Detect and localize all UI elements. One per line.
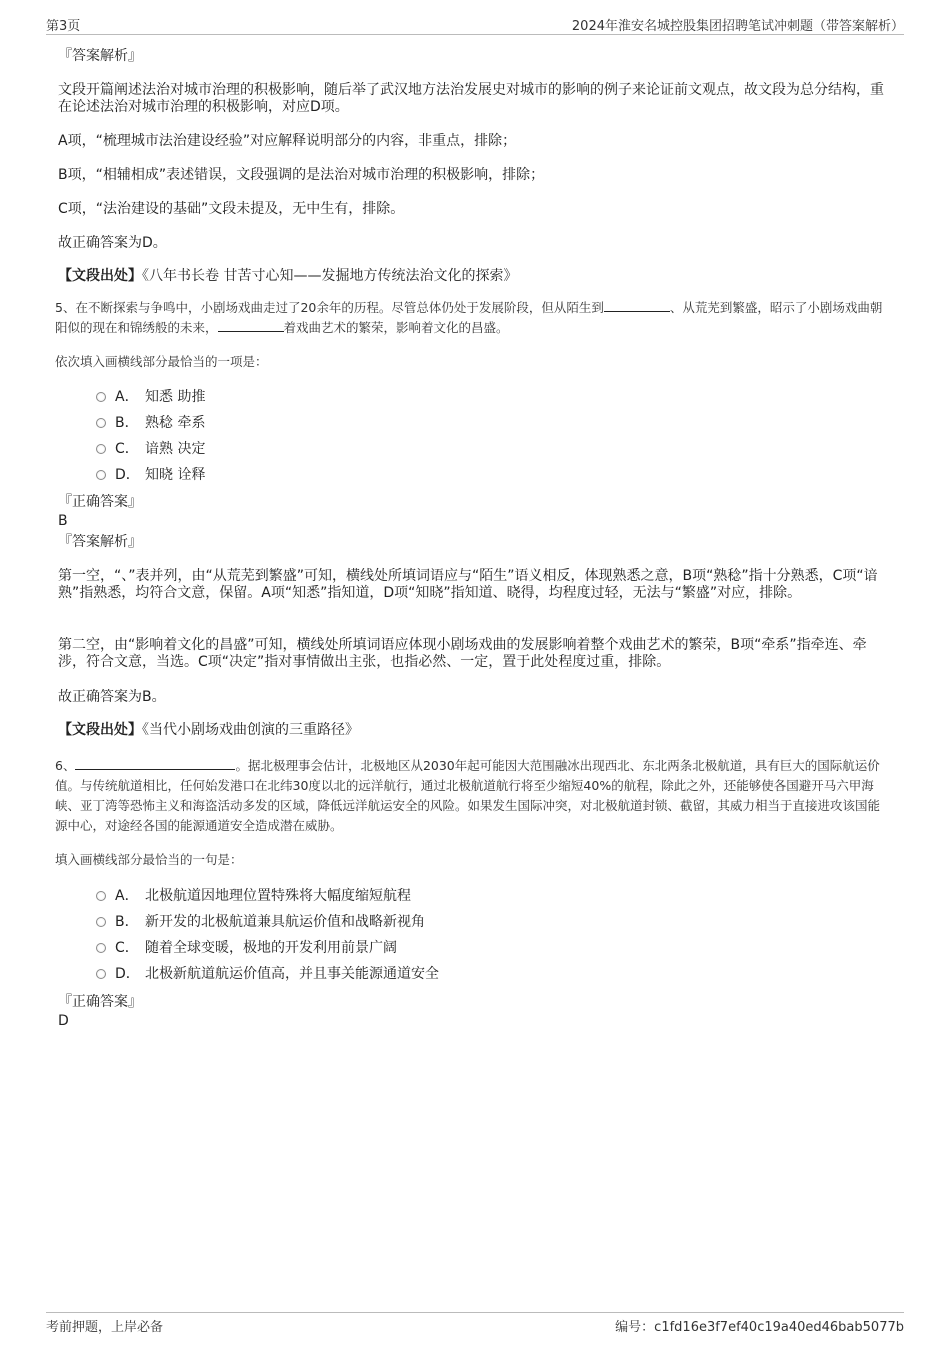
analysis-label: 『答案解析』	[58, 48, 142, 64]
option-text: 知晓 诠释	[145, 467, 206, 483]
analysis-paragraph-2: 第二空，由“影响着文化的昌盛”可知，横线处所填词语应体现小剧场戏曲的发展影响着整个戏曲艺术的繁荣，B项“牵系”指牵连、牵涉，符合文意，当选。C项“决定”指对事情做出主张，也指必然、一定，置于此处程度过重，排除。	[58, 637, 867, 670]
radio-icon[interactable]	[96, 470, 106, 480]
option-letter: C．	[115, 441, 139, 457]
document-title: 2024年淮安名城控股集团招聘笔试冲刺题（带答案解析）	[571, 19, 904, 34]
question-5-text	[55, 298, 890, 338]
option-text: 新开发的北极航道兼具航运价值和战略新视角	[145, 914, 425, 930]
source-line	[58, 722, 890, 739]
correct-answer-label: 『正确答案』	[58, 994, 142, 1010]
option-text: 北极航道因地理位置特殊将大幅度缩短航程	[145, 888, 411, 904]
footer-slogan: 考前押题，上岸必备	[46, 1320, 164, 1335]
analysis-option-b: B项，“相辅相成”表述错误，文段强调的是法治对城市治理的积极影响，排除；	[58, 167, 545, 183]
option-c[interactable]	[96, 939, 397, 957]
analysis-option-a: A项，“梳理城市法治建设经验”对应解释说明部分的内容，非重点，排除；	[58, 133, 517, 149]
fill-blank	[604, 299, 670, 312]
radio-icon[interactable]	[96, 392, 106, 402]
question-number: 5、	[55, 300, 76, 315]
question-text: 、从荒芜到繁盛，昭示了小剧场	[669, 300, 845, 315]
page-header	[46, 14, 904, 35]
option-a[interactable]	[96, 388, 205, 406]
option-text: 北极新航道航运价值高，并且事关能源通道安全	[145, 966, 439, 982]
radio-icon[interactable]	[96, 444, 106, 454]
radio-icon[interactable]	[96, 917, 106, 927]
option-letter: A．	[115, 888, 139, 904]
option-text: 熟稔 牵系	[145, 415, 206, 431]
option-letter: C．	[115, 940, 139, 956]
correct-answer: D	[58, 1013, 69, 1029]
option-b[interactable]	[96, 913, 425, 931]
question-prompt: 填入画横线部分最恰当的一句是：	[55, 852, 243, 867]
document-id: 编号：c1fd16e3f7ef40c19a40ed46bab5077b	[615, 1320, 904, 1335]
analysis-conclusion: 故正确答案为B。	[58, 689, 166, 705]
analysis-conclusion: 故正确答案为D。	[58, 235, 167, 251]
option-letter: B．	[115, 415, 139, 431]
fill-blank	[75, 757, 235, 770]
option-a[interactable]	[96, 887, 411, 905]
radio-icon[interactable]	[96, 969, 106, 979]
analysis-label: 『答案解析』	[58, 534, 142, 550]
source-label: 【文段出处】	[58, 722, 142, 738]
radio-icon[interactable]	[96, 418, 106, 428]
source-label: 【文段出处】	[58, 268, 142, 284]
question-text: 。据北极理事会估计，北极地区从2030年起可能因大范围融冰出现西北、东北两条北极航道，具有巨大的国际航运价值。与传统航道相比，任何始发港口在北纬30度以北的远洋航行，通过北极航道航行将至少缩短40%的航程，除此之外，还能够使各国避开马六甲海峡、亚丁湾等恐怖主义和海盗活动多发的区域，降低远洋航运安全的风险。如果发生国际冲突，对北极航道封锁、截留，其威力相当于直接进攻该国能源中心，对途经各国的能源通道安全造成潜在威胁。	[55, 758, 881, 833]
source-line	[58, 268, 890, 285]
analysis-paragraph: 文段开篇阐述法治对城市治理的积极影响，随后举了武汉地方法治发展史对城市的影响的例子来论证前文观点，故文段为总分结构，重在论述法治对城市治理的积极影响，对应D项。	[58, 82, 884, 115]
fill-blank	[218, 319, 284, 332]
correct-answer-label: 『正确答案』	[58, 494, 142, 510]
source-title: 《八年书长卷 甘苦寸心知——发掘地方传统法治文化的探索》	[142, 268, 518, 284]
page-number: 第3页	[46, 19, 81, 34]
option-text: 知悉 助推	[145, 389, 206, 405]
radio-icon[interactable]	[96, 891, 106, 901]
option-letter: D．	[115, 966, 140, 982]
radio-icon[interactable]	[96, 943, 106, 953]
page-footer	[46, 1312, 904, 1335]
option-c[interactable]	[96, 440, 205, 458]
option-text: 随着全球变暖，极地的开发利用前景广阔	[145, 940, 397, 956]
analysis-paragraph-1: 第一空，“、”表并列，由“从荒芜到繁盛”可知，横线处所填词语应与“陌生”语义相反，体现熟悉之意，B项“熟稔”指十分熟悉，C项“谙熟”指熟悉，均符合文意，保留。A项“知悉”指知道，D项“知晓”指知道、晓得，均程度过轻，无法与“繁盛”对应，排除。	[58, 568, 878, 601]
option-letter: D．	[115, 467, 140, 483]
option-d[interactable]	[96, 466, 205, 484]
option-d[interactable]	[96, 965, 439, 983]
source-title: 《当代小剧场戏曲创演的三重路径》	[142, 722, 359, 738]
question-number: 6、	[55, 758, 76, 773]
question-text: 戏曲朝阳似的现在和锦绣般的未来，	[55, 300, 883, 335]
question-text: 在不断探索与争鸣中，小剧场戏曲走过了20余年的历程。尽管总体仍处于发展阶段，但从陌生到	[75, 300, 604, 315]
option-text: 谙熟 决定	[145, 441, 206, 457]
correct-answer: B	[58, 513, 68, 529]
question-prompt: 依次填入画横线部分最恰当的一项是：	[55, 354, 268, 369]
question-text: 着戏曲艺术的繁荣，影响着文化的昌盛。	[283, 320, 509, 335]
analysis-option-c: C项，“法治建设的基础”文段未提及，无中生有，排除。	[58, 201, 405, 217]
option-letter: A．	[115, 389, 139, 405]
question-6-text	[55, 756, 890, 836]
option-letter: B．	[115, 914, 139, 930]
option-b[interactable]	[96, 414, 205, 432]
